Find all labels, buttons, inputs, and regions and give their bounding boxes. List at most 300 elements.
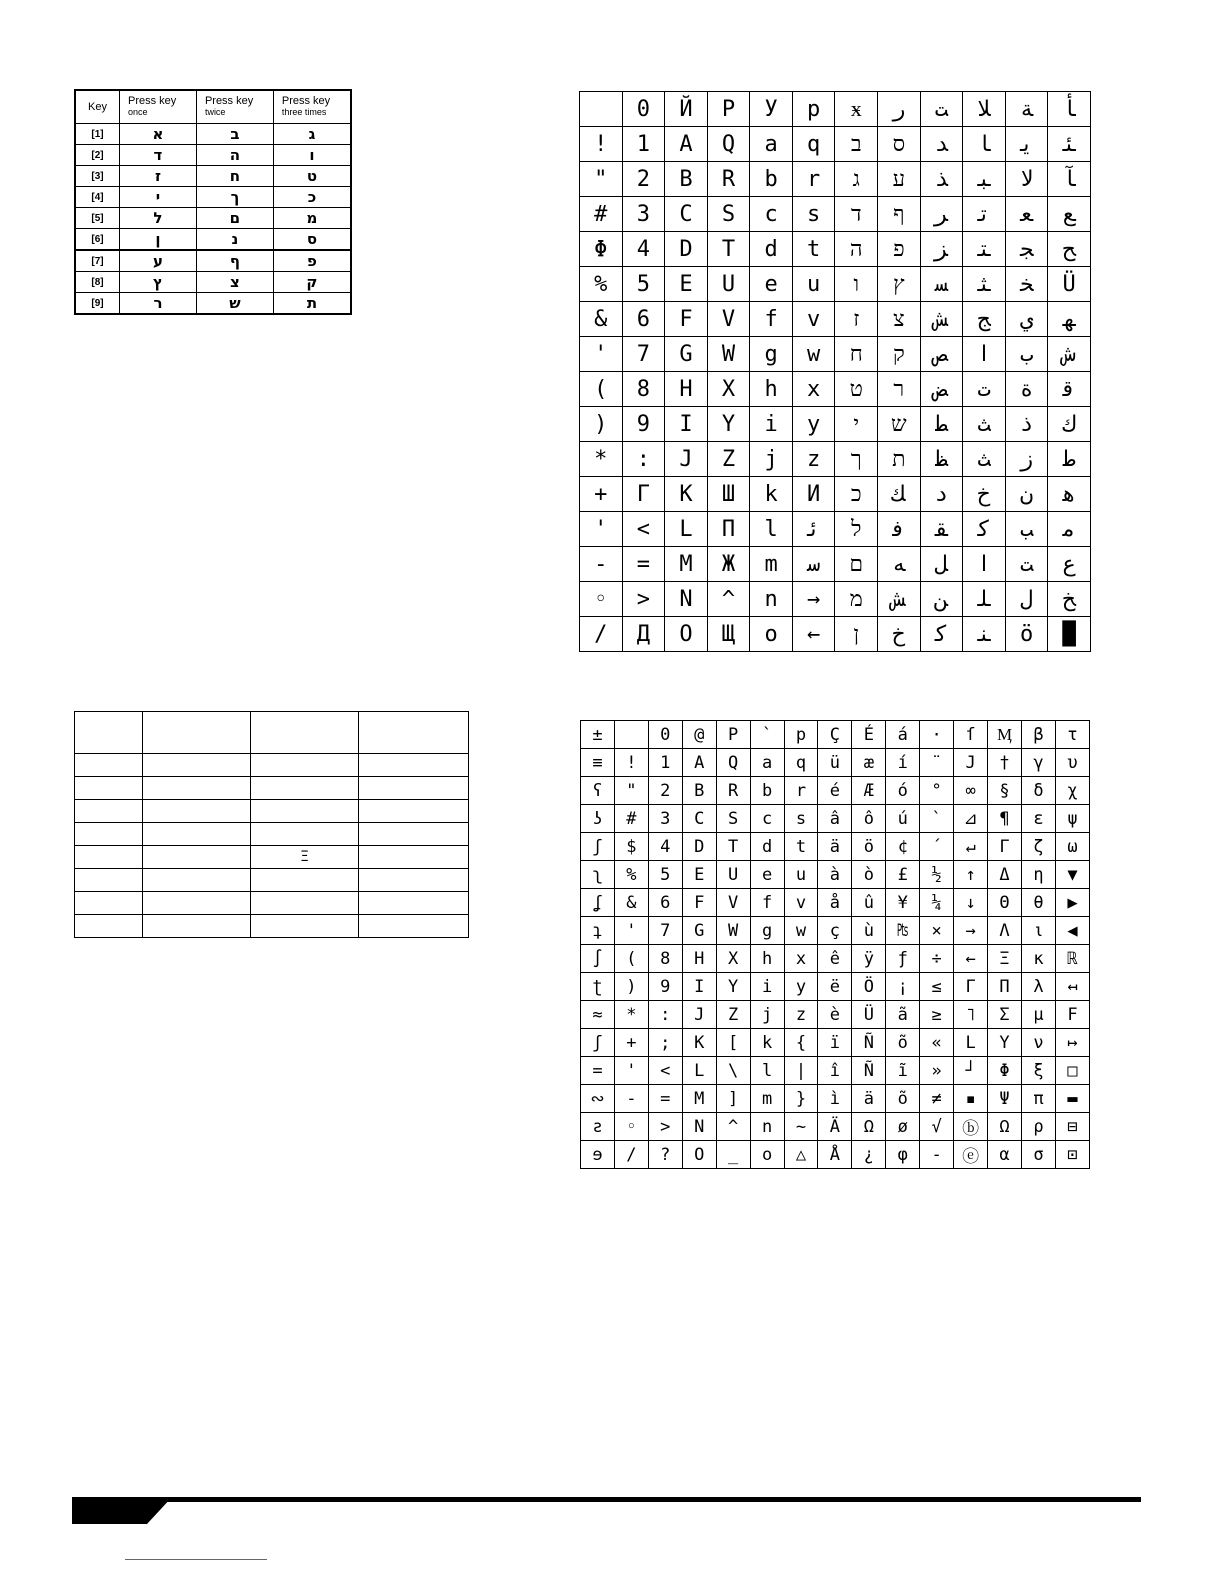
char-cell: 6	[648, 889, 682, 917]
header-once	[120, 90, 197, 124]
char-cell: ﺚ	[963, 407, 1006, 442]
char-cell: )	[614, 973, 648, 1001]
blank-table-cell	[75, 892, 143, 915]
blank-table-cell	[75, 712, 143, 754]
hebrew-key-cell: [9]	[75, 293, 120, 315]
char-cell: »	[920, 1057, 954, 1085]
char-cell: õ	[886, 1029, 920, 1057]
char-cell: Δ	[988, 861, 1022, 889]
char-cell: ä	[852, 1085, 886, 1113]
blank-table-row	[75, 846, 469, 869]
char-cell: ג	[835, 162, 878, 197]
char-cell: G	[665, 337, 708, 372]
char-cell: Ж	[707, 547, 750, 582]
blank-table-cell	[143, 777, 251, 800]
header-key: Key	[75, 90, 120, 124]
char-cell: ⊟	[1055, 1113, 1089, 1141]
char-cell: Σ	[988, 1001, 1022, 1029]
char-cell: É	[852, 721, 886, 749]
char-cell: ÷	[920, 945, 954, 973]
char-cell: ﺪ	[920, 127, 963, 162]
char-cell: ו	[835, 267, 878, 302]
char-cell: Z	[707, 442, 750, 477]
char-cell: Ñ	[852, 1029, 886, 1057]
char-cell: Ш	[707, 477, 750, 512]
char-cell: [	[716, 1029, 750, 1057]
char-cell: X	[716, 945, 750, 973]
char-cell: Φ	[988, 1057, 1022, 1085]
char-cell: ﻉ	[1048, 547, 1091, 582]
char-cell: ∞	[954, 777, 988, 805]
char-cell: ±	[581, 721, 615, 749]
char-grid-2-row	[581, 945, 1090, 973]
char-cell: @	[682, 721, 716, 749]
hebrew-key-row	[75, 145, 351, 166]
char-cell: φ	[886, 1141, 920, 1169]
char-cell: ת	[878, 442, 921, 477]
char-cell: ﻼ	[963, 92, 1006, 127]
char-cell: †	[988, 749, 1022, 777]
hebrew-twice-cell: ש	[196, 293, 273, 315]
char-cell: P	[707, 92, 750, 127]
char-cell: ¥	[886, 889, 920, 917]
hebrew-once-cell: ד	[120, 145, 197, 166]
char-cell: ʇ	[581, 917, 615, 945]
char-cell: Φ	[580, 232, 623, 267]
char-cell: צ	[878, 302, 921, 337]
char-cell: χ	[1055, 777, 1089, 805]
char-cell: Ω	[852, 1113, 886, 1141]
char-cell: ا	[963, 547, 1006, 582]
char-cell: ט	[835, 372, 878, 407]
char-cell: ﻬ	[1048, 302, 1091, 337]
blank-table-cell	[143, 869, 251, 892]
char-cell: ﻙ	[1048, 407, 1091, 442]
char-cell: y	[792, 407, 835, 442]
char-cell: τ	[1055, 721, 1089, 749]
char-grid-2-row	[581, 861, 1090, 889]
char-cell: ӿ	[835, 92, 878, 127]
char-cell: Ä	[818, 1113, 852, 1141]
char-cell: I	[682, 973, 716, 1001]
char-cell: ↤	[1055, 973, 1089, 1001]
hebrew-three-cell: ס	[273, 229, 351, 251]
char-cell: Ӎ	[988, 721, 1022, 749]
char-cell: v	[792, 302, 835, 337]
char-cell: α	[988, 1141, 1022, 1169]
char-cell: ~	[784, 1113, 818, 1141]
char-cell: ø	[886, 1113, 920, 1141]
char-cell: w	[784, 917, 818, 945]
char-cell: q	[792, 127, 835, 162]
hebrew-three-cell: ת	[273, 293, 351, 315]
char-cell: ﺢ	[1048, 232, 1091, 267]
char-cell: «	[920, 1029, 954, 1057]
blank-table-cell	[143, 823, 251, 846]
char-cell: Ψ	[988, 1085, 1022, 1113]
char-cell: ד	[835, 197, 878, 232]
char-cell: ﺦ	[1048, 582, 1091, 617]
char-cell: ½	[920, 861, 954, 889]
char-cell: ﻌ	[1005, 197, 1048, 232]
char-cell: F	[665, 302, 708, 337]
char-cell: ץ	[878, 267, 921, 302]
char-grid-2-row	[581, 833, 1090, 861]
char-cell: ü	[818, 749, 852, 777]
blank-table-cell	[251, 869, 359, 892]
char-cell: c	[750, 805, 784, 833]
char-cell: í	[886, 749, 920, 777]
header-twice	[196, 90, 273, 124]
char-cell: ≡	[581, 749, 615, 777]
blank-table-cell	[251, 800, 359, 823]
char-cell: ▼	[1055, 861, 1089, 889]
char-cell: ĩ	[886, 1057, 920, 1085]
hebrew-table-header-row	[75, 90, 351, 124]
blank-table-cell	[359, 800, 469, 823]
char-cell: W	[707, 337, 750, 372]
char-cell: λ	[1021, 973, 1055, 1001]
blank-table-cell	[359, 915, 469, 938]
char-grid-1-row	[580, 267, 1091, 302]
char-cell: '	[614, 917, 648, 945]
char-cell: ?	[648, 1141, 682, 1169]
char-grid-1-row	[580, 582, 1091, 617]
char-grid-1-row	[580, 302, 1091, 337]
hebrew-three-cell: כ	[273, 187, 351, 208]
char-cell: ק	[878, 337, 921, 372]
char-cell: B	[682, 777, 716, 805]
char-cell: l	[750, 1057, 784, 1085]
char-cell: "	[580, 162, 623, 197]
char-cell: O	[682, 1141, 716, 1169]
char-cell: \	[716, 1057, 750, 1085]
char-cell: ↓	[954, 889, 988, 917]
char-cell: M	[665, 547, 708, 582]
hebrew-key-cell: [2]	[75, 145, 120, 166]
footer-link-underline	[125, 1559, 267, 1560]
char-cell: ↑	[954, 861, 988, 889]
char-cell: κ	[1021, 945, 1055, 973]
char-cell: ﺍ	[963, 337, 1006, 372]
char-cell: v	[784, 889, 818, 917]
char-cell: i	[750, 973, 784, 1001]
char-cell: Å	[818, 1141, 852, 1169]
char-cell: Ñ	[852, 1057, 886, 1085]
char-cell: ▬	[1055, 1085, 1089, 1113]
char-cell: 5	[648, 861, 682, 889]
hebrew-three-cell: ק	[273, 272, 351, 293]
blank-table-row	[75, 712, 469, 754]
blank-table-cell	[143, 915, 251, 938]
char-cell: ﺋ	[792, 512, 835, 547]
char-cell: ´	[920, 833, 954, 861]
char-cell: &	[580, 302, 623, 337]
blank-table-cell	[75, 800, 143, 823]
char-cell: 4	[648, 833, 682, 861]
char-cell: -	[614, 1085, 648, 1113]
char-grid-1-row	[580, 92, 1091, 127]
char-cell: У	[750, 92, 793, 127]
char-cell: Q	[716, 749, 750, 777]
char-cell: K	[665, 477, 708, 512]
char-cell: ▶	[1055, 889, 1089, 917]
char-cell: :	[648, 1001, 682, 1029]
char-cell: Ü	[852, 1001, 886, 1029]
char-cell: m	[750, 1085, 784, 1113]
char-cell: ﻪ	[878, 547, 921, 582]
char-cell: 9	[648, 973, 682, 1001]
char-grid-2-row	[581, 889, 1090, 917]
header-three-line2: three times	[281, 107, 327, 117]
hebrew-twice-cell: נ	[196, 229, 273, 251]
hebrew-three-cell: ט	[273, 166, 351, 187]
char-cell: ≤	[920, 973, 954, 1001]
char-grid-1-row	[580, 547, 1091, 582]
char-cell: ז	[835, 302, 878, 337]
char-cell: 7	[622, 337, 665, 372]
footer-tab	[72, 1497, 172, 1524]
hebrew-three-cell: פ	[273, 250, 351, 272]
char-cell: 8	[622, 372, 665, 407]
char-cell: '	[580, 512, 623, 547]
char-grid-2-row	[581, 1029, 1090, 1057]
char-cell: ﺰ	[920, 232, 963, 267]
char-cell: ﺘ	[963, 232, 1006, 267]
char-cell: ≥	[920, 1001, 954, 1029]
char-grid-1-row	[580, 162, 1091, 197]
char-cell: Y	[707, 407, 750, 442]
char-cell: =	[581, 1057, 615, 1085]
char-cell: /	[614, 1141, 648, 1169]
char-cell: o	[750, 1141, 784, 1169]
char-cell: é	[818, 777, 852, 805]
char-cell: T	[716, 833, 750, 861]
blank-table-cell	[143, 800, 251, 823]
char-cell: D	[682, 833, 716, 861]
char-cell: ¨	[920, 749, 954, 777]
char-cell: →	[792, 582, 835, 617]
char-cell: r	[792, 162, 835, 197]
hebrew-key-cell: [3]	[75, 166, 120, 187]
char-cell: S	[716, 805, 750, 833]
char-cell: /	[580, 617, 623, 652]
char-cell: ω	[1055, 833, 1089, 861]
char-cell: ç	[818, 917, 852, 945]
char-grid-1-row	[580, 617, 1091, 652]
blank-table-cell	[143, 892, 251, 915]
char-grid-1-row	[580, 197, 1091, 232]
hebrew-twice-cell: ה	[196, 145, 273, 166]
char-cell: 1	[648, 749, 682, 777]
char-cell: ﺌ	[1048, 127, 1091, 162]
hebrew-key-cell: [6]	[75, 229, 120, 251]
char-cell: ë	[818, 973, 852, 1001]
char-cell: "	[614, 777, 648, 805]
char-grid-2-row	[581, 749, 1090, 777]
char-cell: o	[750, 617, 793, 652]
char-cell: N	[682, 1113, 716, 1141]
char-cell: ﺮ	[920, 197, 963, 232]
char-cell: n	[750, 1113, 784, 1141]
blank-table-cell	[75, 869, 143, 892]
char-cell: d	[750, 833, 784, 861]
char-cell: k	[750, 1029, 784, 1057]
header-three	[273, 90, 351, 124]
blank-table-cell	[359, 754, 469, 777]
char-cell: ʖ	[581, 805, 615, 833]
char-cell: ε	[1021, 805, 1055, 833]
char-cell: ﺳ	[792, 547, 835, 582]
char-cell: ℝ	[1055, 945, 1089, 973]
hebrew-once-cell: ץ	[120, 272, 197, 293]
char-cell: γ	[1021, 749, 1055, 777]
char-cell: s	[784, 805, 818, 833]
char-cell: B	[665, 162, 708, 197]
char-cell: )	[580, 407, 623, 442]
char-cell: ﻛ	[963, 512, 1006, 547]
blank-table	[74, 711, 469, 938]
char-cell: f	[750, 302, 793, 337]
char-cell: n	[750, 582, 793, 617]
char-cell: P	[716, 721, 750, 749]
char-cell: ʃ	[581, 833, 615, 861]
char-cell: H	[665, 372, 708, 407]
hebrew-twice-cell: ך	[196, 187, 273, 208]
char-cell: t	[784, 833, 818, 861]
char-cell: W	[716, 917, 750, 945]
char-cell: П	[707, 512, 750, 547]
blank-table-cell	[251, 892, 359, 915]
blank-table-cell	[75, 846, 143, 869]
char-cell: ﻚ	[878, 477, 921, 512]
char-cell: Æ	[852, 777, 886, 805]
char-cell: 1	[622, 127, 665, 162]
hebrew-key-row	[75, 166, 351, 187]
char-cell: J	[665, 442, 708, 477]
char-cell: y	[784, 973, 818, 1001]
char-cell: ¿	[852, 1141, 886, 1169]
char-cell: -	[580, 547, 623, 582]
char-cell: a	[750, 127, 793, 162]
char-cell: à	[818, 861, 852, 889]
char-cell: ש	[878, 407, 921, 442]
char-cell: ò	[852, 861, 886, 889]
blank-table-cell	[251, 915, 359, 938]
char-cell: Γ	[988, 833, 1022, 861]
char-cell: ﺭ	[878, 92, 921, 127]
header-twice-line2: twice	[204, 107, 226, 117]
char-cell: ל	[835, 512, 878, 547]
hebrew-twice-cell: צ	[196, 272, 273, 293]
char-cell: Y	[716, 973, 750, 1001]
char-grid-2-row	[581, 777, 1090, 805]
char-cell: ﻂ	[920, 407, 963, 442]
char-cell: V	[707, 302, 750, 337]
char-cell: R	[716, 777, 750, 805]
char-cell: ﺄ	[1048, 92, 1091, 127]
char-cell: ψ	[1055, 805, 1089, 833]
char-cell: g	[750, 917, 784, 945]
char-cell: U	[707, 267, 750, 302]
char-cell: â	[818, 805, 852, 833]
char-grid-2-row	[581, 917, 1090, 945]
char-cell: b	[750, 777, 784, 805]
char-cell: ﻊ	[1048, 197, 1091, 232]
char-cell: ʕ	[581, 777, 615, 805]
char-cell: U	[716, 861, 750, 889]
char-cell: E	[682, 861, 716, 889]
char-cell: F	[682, 889, 716, 917]
char-cell: c	[750, 197, 793, 232]
char-cell: ɘ	[581, 1141, 615, 1169]
char-cell: i	[750, 407, 793, 442]
char-cell: ≈	[581, 1001, 615, 1029]
char-cell: å	[818, 889, 852, 917]
char-cell: ^	[707, 582, 750, 617]
char-cell: ¼	[920, 889, 954, 917]
char-cell: ÿ	[852, 945, 886, 973]
char-cell: `	[750, 721, 784, 749]
char-cell: e	[750, 861, 784, 889]
char-cell: æ	[852, 749, 886, 777]
char-cell: →	[954, 917, 988, 945]
char-cell: Ü	[1048, 267, 1091, 302]
char-cell: r	[784, 777, 818, 805]
char-cell: ·	[920, 721, 954, 749]
blank-table-row	[75, 915, 469, 938]
char-cell: ì	[818, 1085, 852, 1113]
char-cell: ¶	[988, 805, 1022, 833]
char-cell: ﺩ	[920, 477, 963, 512]
char-cell: ι	[1021, 917, 1055, 945]
hebrew-key-row	[75, 187, 351, 208]
char-cell: >	[648, 1113, 682, 1141]
char-cell: ﺫ	[1005, 407, 1048, 442]
hebrew-key-row	[75, 293, 351, 315]
char-cell: M	[682, 1085, 716, 1113]
blank-table-cell	[75, 754, 143, 777]
header-three-line1: Press key	[281, 95, 331, 107]
char-cell: {	[784, 1029, 818, 1057]
char-cell: Й	[665, 92, 708, 127]
char-cell: ú	[886, 805, 920, 833]
char-cell: D	[665, 232, 708, 267]
blank-table-cell	[143, 754, 251, 777]
char-cell: ﻆ	[920, 442, 963, 477]
char-cell: H	[682, 945, 716, 973]
char-cell: η	[1021, 861, 1055, 889]
char-cell: △	[784, 1141, 818, 1169]
char-cell: פ	[878, 232, 921, 267]
char-grid-2-row	[581, 1113, 1090, 1141]
char-cell: ρ	[1021, 1113, 1055, 1141]
char-cell: μ	[1021, 1001, 1055, 1029]
blank-table-cell	[359, 892, 469, 915]
char-cell: ﺵ	[1048, 337, 1091, 372]
char-cell: |	[784, 1057, 818, 1085]
char-cell: J	[954, 749, 988, 777]
char-cell: ח	[835, 337, 878, 372]
char-cell: ם	[835, 547, 878, 582]
footer-rule	[72, 1497, 1141, 1502]
char-cell: `	[920, 805, 954, 833]
char-cell: Υ	[988, 1029, 1022, 1057]
char-cell: ﺐ	[1005, 512, 1048, 547]
char-cell: ⓔ	[954, 1141, 988, 1169]
char-cell: ↵	[954, 833, 988, 861]
char-cell: ﻱ	[1005, 302, 1048, 337]
